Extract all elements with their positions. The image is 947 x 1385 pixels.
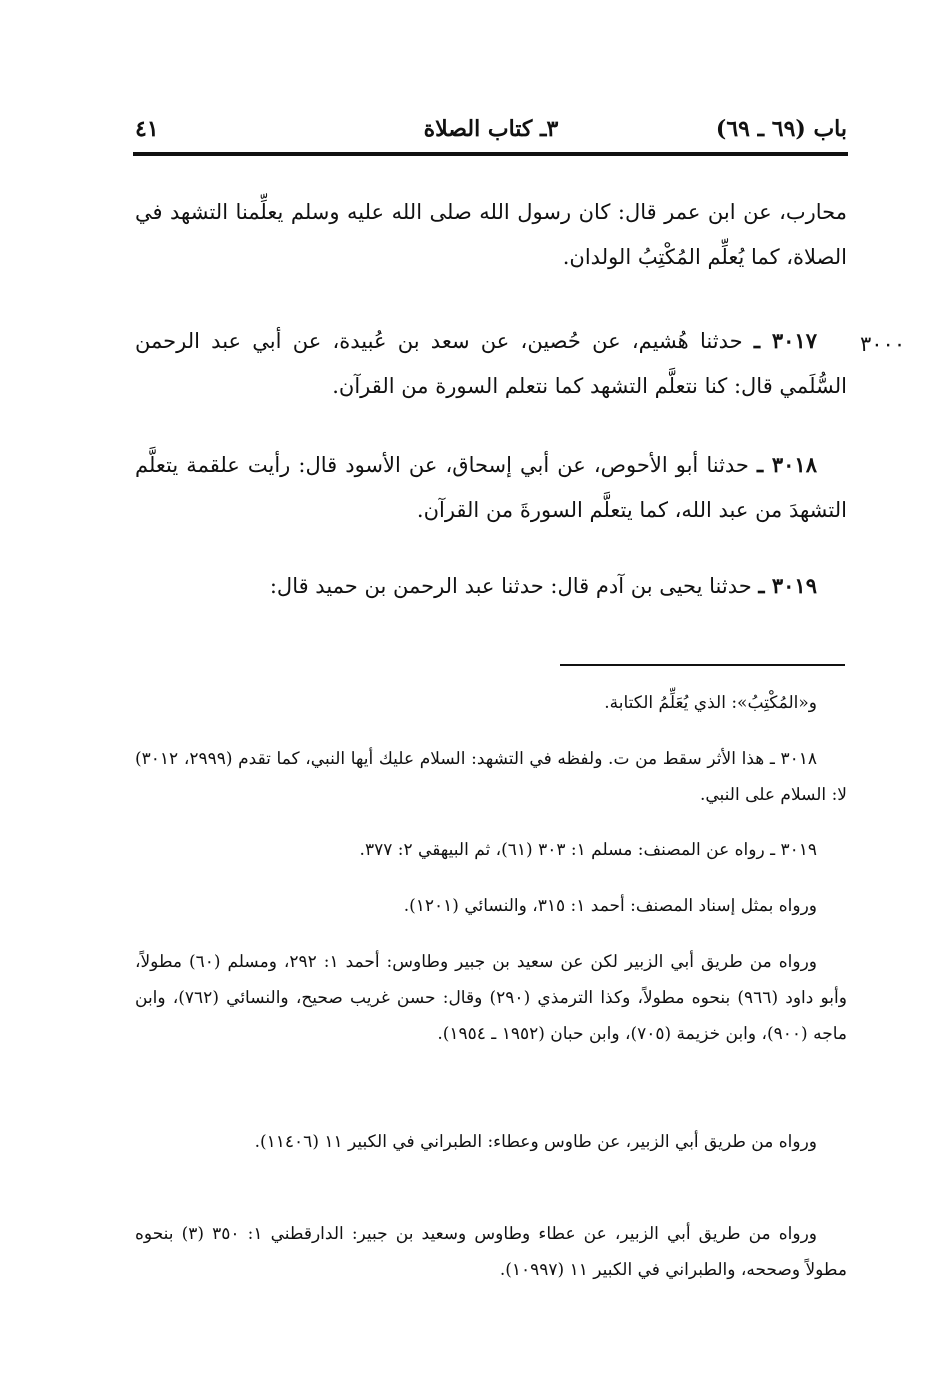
main-paragraph-1: محارب، عن ابن عمر قال: كان رسول الله صلى الله عليه وسلم يعلِّمنا التشهد في الصلاة، كما يُعلِّم المُكْتِبُ الولدان. bbox=[135, 200, 847, 269]
hadith-3018 bbox=[135, 442, 847, 533]
page-number: ٤١ bbox=[135, 116, 159, 142]
book-heading: ٣ـ كتاب الصلاة bbox=[423, 116, 559, 142]
footnote-4: ورواه بمثل إسناد المصنف: أحمد ١: ٣١٥، والنسائي (١٢٠١). bbox=[403, 896, 817, 916]
hadith-text: حدثنا أبو الأحوص، عن أبي إسحاق، عن الأسود قال: رأيت علقمة يتعلَّم التشهدَ من عبد الله، كما يتعلَّم السورةَ من القرآن. bbox=[135, 453, 847, 522]
footnote-1: و«المُكْتِبُ»: الذي يُعَلِّمُ الكتابة. bbox=[604, 693, 817, 713]
chapter-heading: باب (٦٩ ـ ٦٩) bbox=[715, 116, 847, 142]
hadith-3019 bbox=[135, 563, 847, 609]
footnote-7: ورواه من طريق أبي الزبير، عن عطاء وطاوس وسعيد بن جبير: الدارقطني ١: ٣٥٠ (٣) بنحوه مطولاً وصححه، والطبراني في الكبير ١١ (١٠٩٩٧). bbox=[135, 1224, 847, 1280]
footnote-rule bbox=[560, 664, 845, 666]
hadith-text: حدثنا يحيى بن آدم قال: حدثنا عبد الرحمن بن حميد قال: bbox=[269, 574, 752, 598]
footnote-5: ورواه من طريق أبي الزبير لكن عن سعيد بن جبير وطاوس: أحمد ١: ٢٩٢، ومسلم (٦٠) مطولاً، وأبو داود (٩٦٦) بنحوه مطولاً، وكذا الترمذي (٢٩٠) وقال: حسن غريب صحيح، والنسائي (٧٦٢)، وابن ماجه (٩٠٠)، وابن خزيمة (٧٠٥)، وابن حبان (١٩٥٢ ـ ١٩٥٤). bbox=[135, 952, 847, 1044]
margin-number: ٣٠٠٠ bbox=[860, 332, 906, 356]
hadith-text: حدثنا هُشيم، عن حُصين، عن سعد بن عُبيدة، عن أبي عبد الرحمن السُّلَمي قال: كنا نتعلَّم التشهد كما نتعلم السورة من القرآن. bbox=[135, 329, 847, 398]
footnote-6: ورواه من طريق أبي الزبير، عن طاوس وعطاء: الطبراني في الكبير ١١ (١١٤٠٦). bbox=[254, 1132, 817, 1152]
hadith-number: ٣٠١٩ ـ bbox=[758, 573, 817, 598]
hadith-number: ٣٠١٨ ـ bbox=[757, 452, 817, 477]
page-header bbox=[135, 112, 847, 154]
footnote-2: ٣٠١٨ ـ هذا الأثر سقط من ت. ولفظه في التشهد: السلام عليك أيها النبي، كما تقدم (٢٩٩٩، ٣٠١٢) لا: السلام على النبي. bbox=[135, 749, 847, 805]
header-rule bbox=[133, 152, 848, 156]
footnote-3: ٣٠١٩ ـ رواه عن المصنف: مسلم ١: ٣٠٣ (٦١)، ثم البيهقي ٢: ٣٧٧. bbox=[359, 840, 817, 860]
hadith-3017 bbox=[135, 318, 847, 409]
hadith-number: ٣٠١٧ ـ bbox=[753, 328, 817, 353]
